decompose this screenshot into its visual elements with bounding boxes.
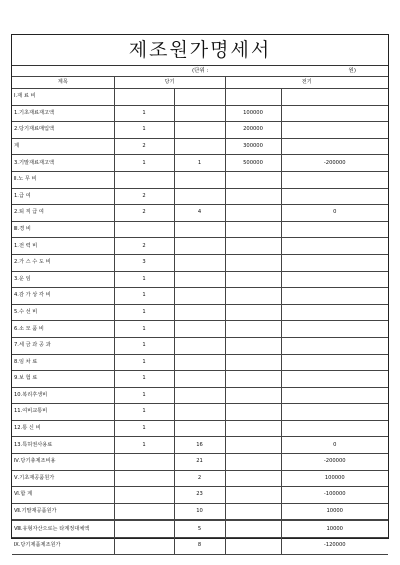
value-cell (281, 188, 388, 205)
value-cell (225, 371, 281, 388)
value-cell: 5 (174, 520, 225, 537)
value-cell (225, 470, 281, 487)
value-cell (114, 538, 174, 555)
value-cell (174, 254, 225, 271)
value-cell (281, 89, 388, 106)
value-cell: 1 (114, 337, 174, 354)
account-cell: 3.운 임 (12, 271, 114, 288)
value-cell (281, 288, 388, 305)
value-cell (281, 354, 388, 371)
account-cell: 1.기초재료재고액 (12, 105, 114, 122)
value-cell (225, 254, 281, 271)
header-previous: 전기 (225, 77, 388, 89)
value-cell (174, 387, 225, 404)
value-cell: -100000 (281, 487, 388, 504)
table-row (12, 354, 388, 371)
table-row (12, 271, 388, 288)
value-cell (114, 89, 174, 106)
value-cell (281, 420, 388, 437)
account-cell: 2.가 스 수 도 비 (12, 254, 114, 271)
value-cell (281, 105, 388, 122)
value-cell (174, 354, 225, 371)
value-cell (225, 454, 281, 471)
value-cell: 16 (174, 437, 225, 454)
account-cell: 3.기말재료재고액 (12, 155, 114, 172)
value-cell (225, 437, 281, 454)
value-cell: 23 (174, 487, 225, 504)
value-cell: -200000 (281, 454, 388, 471)
value-cell (225, 188, 281, 205)
value-cell (174, 420, 225, 437)
value-cell (281, 122, 388, 139)
statement-title: 제조원가명세서 (128, 39, 272, 61)
value-cell: 200000 (225, 122, 281, 139)
value-cell (174, 304, 225, 321)
value-cell (225, 89, 281, 106)
value-cell: 10000 (281, 520, 388, 537)
header-row (12, 77, 388, 89)
value-cell (225, 387, 281, 404)
value-cell (174, 404, 225, 421)
table-row (12, 337, 388, 354)
value-cell: 1 (114, 105, 174, 122)
table-row (12, 188, 388, 205)
table-row (12, 205, 388, 222)
value-cell (281, 387, 388, 404)
value-cell (225, 288, 281, 305)
account-cell: 8.임 차 료 (12, 354, 114, 371)
account-cell: Ⅳ.당기총제조비용 (12, 454, 114, 471)
value-cell (281, 171, 388, 188)
account-cell: Ⅸ.당기제품제조원가 (12, 538, 114, 555)
value-cell (281, 371, 388, 388)
value-cell: 1 (114, 155, 174, 172)
value-cell: 1 (114, 420, 174, 437)
account-cell: 1.전 력 비 (12, 238, 114, 255)
value-cell: 1 (114, 321, 174, 338)
unit-close: 원) (348, 68, 356, 74)
table-row (12, 454, 388, 471)
table-row (12, 487, 388, 504)
value-cell: 300000 (225, 138, 281, 155)
value-cell (225, 221, 281, 238)
account-cell: 5.수 선 비 (12, 304, 114, 321)
value-cell (114, 487, 174, 504)
table-row (12, 321, 388, 338)
statement-sheet (11, 34, 389, 549)
table-row (12, 520, 388, 537)
table-row (12, 238, 388, 255)
table-row (12, 105, 388, 122)
value-cell (174, 138, 225, 155)
account-cell: Ⅷ.유형자산으로는 타계정대체액 (12, 520, 114, 537)
value-cell (225, 538, 281, 555)
account-cell: 12.통 신 비 (12, 420, 114, 437)
value-cell (114, 520, 174, 537)
value-cell (225, 337, 281, 354)
value-cell (225, 520, 281, 537)
account-cell: 11.여비교통비 (12, 404, 114, 421)
value-cell (174, 105, 225, 122)
value-cell (281, 238, 388, 255)
value-cell (174, 171, 225, 188)
header-current: 당기 (114, 77, 225, 89)
value-cell: -120000 (281, 538, 388, 555)
value-cell: 2 (114, 188, 174, 205)
value-cell: 2 (174, 470, 225, 487)
value-cell: 8 (174, 538, 225, 555)
table-row (12, 470, 388, 487)
table-row (12, 387, 388, 404)
value-cell (281, 221, 388, 238)
table-row (12, 89, 388, 106)
value-cell: 0 (281, 437, 388, 454)
value-cell (225, 304, 281, 321)
value-cell (174, 89, 225, 106)
unit-label: (단위 : (192, 68, 209, 74)
value-cell (281, 404, 388, 421)
account-cell: Ⅴ.기초재공품원가 (12, 470, 114, 487)
value-cell: 1 (174, 155, 225, 172)
table-row (12, 155, 388, 172)
value-cell (174, 321, 225, 338)
value-cell (281, 337, 388, 354)
value-cell: 0 (281, 205, 388, 222)
table-row (12, 221, 388, 238)
value-cell (281, 321, 388, 338)
account-cell: 6.소 모 품 비 (12, 321, 114, 338)
account-cell: 13.특허권사용료 (12, 437, 114, 454)
value-cell: 1 (114, 271, 174, 288)
value-cell (225, 354, 281, 371)
value-cell: 100000 (281, 470, 388, 487)
account-cell: 2.퇴 직 급 여 (12, 205, 114, 222)
value-cell (174, 188, 225, 205)
value-cell: 3 (114, 254, 174, 271)
value-cell: 1 (114, 371, 174, 388)
value-cell: 1 (114, 304, 174, 321)
account-cell: Ⅵ.합 계 (12, 487, 114, 504)
account-cell: 2.당기재료매입액 (12, 122, 114, 139)
value-cell (114, 454, 174, 471)
table-row (12, 254, 388, 271)
value-cell (225, 238, 281, 255)
table-row (12, 538, 388, 555)
account-cell: 계 (12, 138, 114, 155)
value-cell (174, 238, 225, 255)
value-cell (225, 321, 281, 338)
value-cell (174, 288, 225, 305)
value-cell (225, 171, 281, 188)
account-cell: Ⅱ.노 무 비 (12, 171, 114, 188)
value-cell: 10000 (281, 503, 388, 520)
value-cell (281, 304, 388, 321)
account-cell: Ⅶ.기말재공품원가 (12, 503, 114, 520)
account-cell: 10.복리후생비 (12, 387, 114, 404)
account-cell: Ⅰ.재 료 비 (12, 89, 114, 106)
value-cell (114, 470, 174, 487)
value-cell: 1 (114, 437, 174, 454)
table-row (12, 288, 388, 305)
value-cell (225, 420, 281, 437)
value-cell: 2 (114, 205, 174, 222)
table-row (12, 404, 388, 421)
value-cell (225, 205, 281, 222)
value-cell (281, 271, 388, 288)
value-cell (174, 221, 225, 238)
value-cell: 1 (114, 354, 174, 371)
value-cell: 2 (114, 238, 174, 255)
value-cell (174, 122, 225, 139)
value-cell: 10 (174, 503, 225, 520)
account-cell: 1.급 여 (12, 188, 114, 205)
value-cell: 500000 (225, 155, 281, 172)
value-cell (174, 337, 225, 354)
table-row (12, 437, 388, 454)
value-cell (174, 371, 225, 388)
value-cell: 2 (114, 138, 174, 155)
value-cell: 1 (114, 288, 174, 305)
table-row (12, 420, 388, 437)
account-cell: 9.보 험 료 (12, 371, 114, 388)
account-cell: Ⅲ.경 비 (12, 221, 114, 238)
value-cell (225, 271, 281, 288)
value-cell (114, 503, 174, 520)
value-cell (225, 404, 281, 421)
value-cell (281, 254, 388, 271)
table-row (12, 503, 388, 520)
account-cell: 7.세 금 과 공 과 (12, 337, 114, 354)
table-row (12, 171, 388, 188)
value-cell: 1 (114, 122, 174, 139)
value-cell (114, 221, 174, 238)
value-cell: 21 (174, 454, 225, 471)
account-cell: 4.감 가 상 각 비 (12, 288, 114, 305)
cost-table (12, 76, 388, 555)
value-cell: 100000 (225, 105, 281, 122)
table-row (12, 122, 388, 139)
value-cell: 1 (114, 404, 174, 421)
value-cell (225, 503, 281, 520)
table-row (12, 304, 388, 321)
table-row (12, 138, 388, 155)
value-cell: 1 (114, 387, 174, 404)
value-cell: 4 (174, 205, 225, 222)
value-cell (281, 138, 388, 155)
header-account: 계목 (12, 77, 114, 89)
value-cell: -200000 (281, 155, 388, 172)
table-row (12, 371, 388, 388)
value-cell (225, 487, 281, 504)
value-cell (114, 171, 174, 188)
value-cell (174, 271, 225, 288)
